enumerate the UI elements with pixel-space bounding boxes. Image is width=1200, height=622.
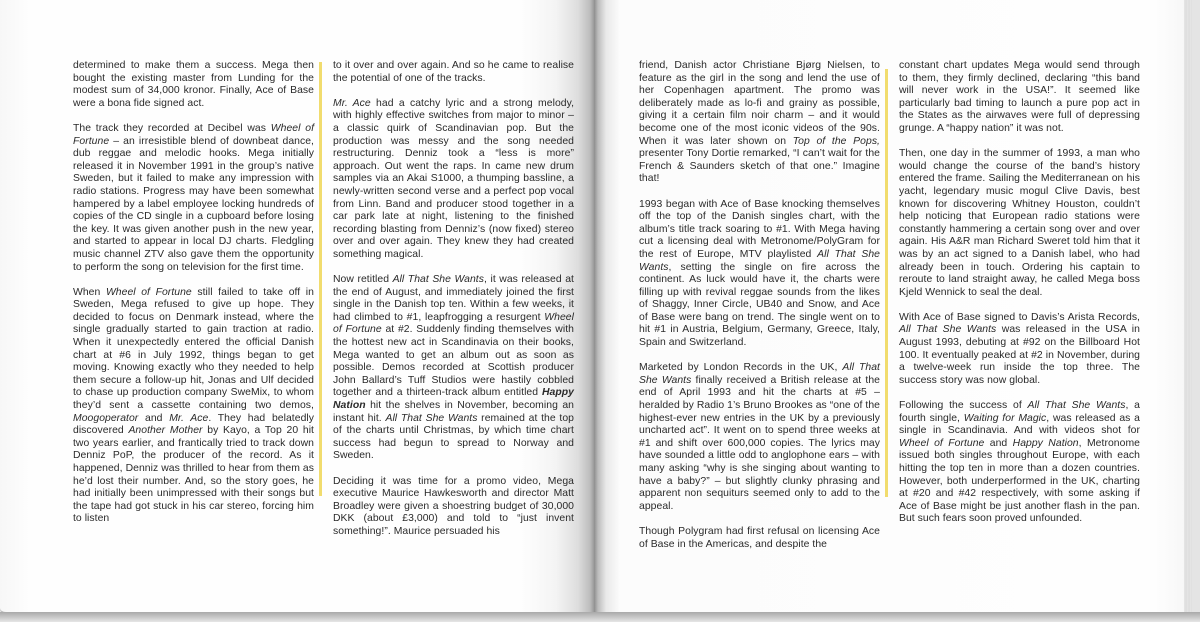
- text-run: The track they recorded at Decibel was: [73, 122, 271, 134]
- title-italic: All That She Wants: [1027, 400, 1126, 412]
- paragraph: [333, 476, 574, 539]
- title-italic: Top of the Pops,: [792, 135, 880, 147]
- title-italic: Happy Nation: [1012, 437, 1079, 449]
- title-italic: Wheel of Fortune: [105, 286, 192, 298]
- paragraph: [899, 60, 1140, 136]
- title-italic: Waiting for Magic: [963, 412, 1047, 424]
- text-run: , setting the single on fire across the continent. As luck would have it, the charts were filling up with revival reggae sounds from the likes of Shaggy, Inner Circle, UB40 and Snow, and Ace of Base were bang on trend. The single went on to hit #1 in Austria, Belgium, Germany, Greece, Italy, Spain and Switzerland.: [639, 261, 880, 349]
- paragraph: [899, 400, 1140, 526]
- text-run: hit the shelves in November, becoming an instant hit.: [333, 400, 574, 424]
- text-run: and: [984, 437, 1013, 449]
- title-italic: Wheel of Fortune: [73, 122, 315, 147]
- text-run: had a catchy lyric and a strong melody, with highly effective switches from major to minor – a classic quirk of Scandinavian pop. But the production was messy and the song needed restructuring. Denniz took a “less is more” approach. Out went the raps. In came new drum samples via an Akai S1000, a thumping bassline, a newly-written second verse and a perfect pop vocal from Linn. Band and producer stood together in a car park late at night, listening to the finished recording blasting from Denniz’s (now fixed) stereo over and over again. They knew they had created something magical.: [333, 97, 575, 260]
- title-italic: All That She Wants: [899, 324, 997, 336]
- paragraph: [639, 60, 880, 186]
- text-run: to it over and over again. And so he came to realise the potential of one of the tracks.: [333, 60, 574, 84]
- page-edge: [1184, 0, 1192, 612]
- text-run: , a fourth single,: [899, 400, 1140, 424]
- album-title: Happy Nation: [333, 387, 574, 412]
- paragraph: [73, 287, 314, 526]
- text-run: Following the success of: [899, 400, 1028, 412]
- title-italic: Moogoperator: [73, 412, 139, 424]
- text-run: With Ace of Base signed to Davis’s Arista Records,: [899, 311, 1140, 323]
- left-page: [0, 0, 594, 614]
- text-run: Marketed by London Records in the UK,: [639, 362, 843, 374]
- paragraph: [73, 60, 314, 110]
- text-run: When: [73, 286, 106, 298]
- text-run: Then, one day in the summer of 1993, a man who would change the course of the band’s history entered the frame. Sailing the Mediterranean on his yacht, legendary music mogul Clive Davis, best known for discovering Whitney Houston, couldn’t help noticing that European radio stations were constantly hammering a certain song over and over again. His A&R man Richard Sweret told him that it was by an act signed to a Danish label, who had already been in touch. Ordering his captain to reroute to land straight away, he called Mega boss Kjeld Wennick to seal the deal.: [899, 148, 1140, 298]
- text-column: [333, 60, 574, 539]
- text-run: Deciding it was time for a promo video, Mega executive Maurice Hawkesworth and director Matt Broadley were given a shoestring budget of 30,000 DKK (about £3,000) and told to “just invent something!”. Maurice persuaded his: [333, 475, 574, 537]
- title-italic: All That She Wants: [639, 248, 881, 273]
- text-run: , Metronome issued both singles throughout Europe, with each hitting the top ten in more than a dozen countries. However, both underperformed in the UK, charting at #20 and #42 respectively, with some asking if Ace of Base might be just another flash in the pan. But such fears soon proved unfounded.: [899, 437, 1140, 525]
- text-run: . They had belatedly discovered: [73, 412, 314, 437]
- paragraph: [899, 312, 1140, 388]
- right-page: [594, 0, 1192, 614]
- text-column: [899, 60, 1140, 526]
- paragraph: [333, 274, 574, 463]
- text-run: remained at the top of the charts until Christmas, by which time chart success had begun to spread to Norway and Sweden.: [333, 412, 575, 462]
- title-italic: All That She Wants: [385, 412, 478, 424]
- text-run: finally received a British release at the end of April 1993 and hit the charts at #5 – heralded by Radio 1’s Bruno Brookes as “one of the highest-ever new entries in the UK by a previously uncharted act”. It went on to spend three weeks at #1 and shift over 600,000 copies. The lyrics may have sounded a little odd to anglophone ears – with many asking “why is she singing about wanting to have a baby?” – but slightly clunky phrasing and apparent non sequiturs seemed only to add to the appeal.: [639, 374, 880, 512]
- text-run: determined to make them a success. Mega then bought the existing master from Lunding for the modest sum of 34,000 kronor. Finally, Ace of Base were a bona fide signed act.: [73, 60, 314, 109]
- title-italic: Mr. Ace: [169, 412, 209, 424]
- text-column: [73, 60, 314, 526]
- paragraph: [333, 98, 574, 262]
- text-run: by Kayo, a Top 20 hit two years earlier, and frantically tried to track down Denniz PoP, the producer of the record. As it happened, Denniz was thrilled to hear from them as he’d lost their number. And, so the story goes, he had initially been unimpressed with their songs but the tape had got stuck in his car stereo, forcing him to listen: [73, 425, 314, 525]
- text-run: and: [138, 412, 170, 424]
- title-italic: Wheel of Fortune: [899, 437, 985, 449]
- title-italic: Mr. Ace: [333, 97, 371, 109]
- paragraph: [899, 148, 1140, 299]
- text-run: , it was released at the end of August, and immediately joined the first single in the Danish top ten. Within a few weeks, it had climbed to #1, leapfrogging a resurgent: [333, 274, 574, 323]
- text-run: at #2. Suddenly finding themselves with the hottest new act in Scandinavia on their books, Mega wanted to get an album out as soon as possible. Demos recorded at Scottish producer John Ballard’s Tuff Studios were hastily cobbled together and a thirteen-track album entitled: [333, 324, 574, 399]
- spread-shadow: [0, 612, 1200, 622]
- text-run: still failed to take off in Sweden, Mega refused to give up hope. They decided to focus on Denmark instead, where the single gradually started to gain traction at radio. When it unexpectedly entered the official Danish chart at #6 in July 1992, things began to get moving. Knowing exactly who they needed to help them secure a follow-up hit, Jonas and Ulf decided to chase up production company SweMix, to whom they’d sent a cassette containing two demos,: [73, 286, 314, 412]
- text-column: [639, 60, 880, 551]
- paragraph: [73, 123, 314, 274]
- title-italic: Wheel of Fortune: [333, 311, 574, 336]
- text-run: – an irresistible blend of downbeat dance, dub reggae and melodic hooks. Mega initially released it in November 1991 in the group’s native Sweden, but it failed to make any impression with radio stations. Progress may have been somewhat hampered by a label employee locking hundreds of copies of the CD single in a cupboard before losing the key. It was given another push in the new year, and started to appear in local DJ charts. Fledgling music channel ZTV also gave them the opportunity to perform the song on television for the first time.: [73, 135, 314, 273]
- paragraph: [639, 526, 880, 551]
- text-run: was released in the USA in August 1993, debuting at #92 on the Billboard Hot 100. It eventually peaked at #2 in November, during a twelve-week run inside the top three. The success story was now global.: [899, 324, 1140, 386]
- text-run: Though Polygram had first refusal on licensing Ace of Base in the Americas, and despite the: [639, 525, 880, 550]
- paragraph: [639, 199, 880, 350]
- text-run: presenter Tony Dortie remarked, “I can’t wait for the French & Saunders sketch of that one.” Imagine that!: [639, 148, 880, 185]
- text-run: , was released as a single in Scandinavia. And with videos shot for: [899, 412, 1140, 437]
- title-italic: All That She Wants: [639, 362, 880, 386]
- text-run: constant chart updates Mega would send through to them, they firmly declined, declaring “this band will never work in the USA!”. It seemed like particularly bad timing to launch a pure pop act in the States as the airwaves were full of depressing grunge. A “happy nation” it was not.: [899, 60, 1140, 134]
- title-italic: Another Mother: [128, 425, 203, 437]
- paragraph: [639, 362, 880, 513]
- text-run: Now retitled: [333, 274, 393, 286]
- text-run: friend, Danish actor Christiane Bjørg Nielsen, to feature as the girl in the song and lend the use of her Copenhagen apartment. The promo was deliberately made as lo-fi and grainy as possible, giving it a certain film noir charm – and it would become one of the most iconic videos of the 90s. When it was later shown on: [639, 60, 880, 147]
- text-run: 1993 began with Ace of Base knocking themselves off the top of the Danish singles chart, with the album’s title track soaring to #1. With Mega having cut a licensing deal with Metronome/PolyGram for the rest of Europe, MTV playlisted: [639, 198, 880, 260]
- accent-rule: [885, 69, 888, 497]
- paragraph: [333, 60, 574, 85]
- title-italic: All That She Wants: [392, 274, 484, 286]
- accent-rule: [319, 62, 322, 496]
